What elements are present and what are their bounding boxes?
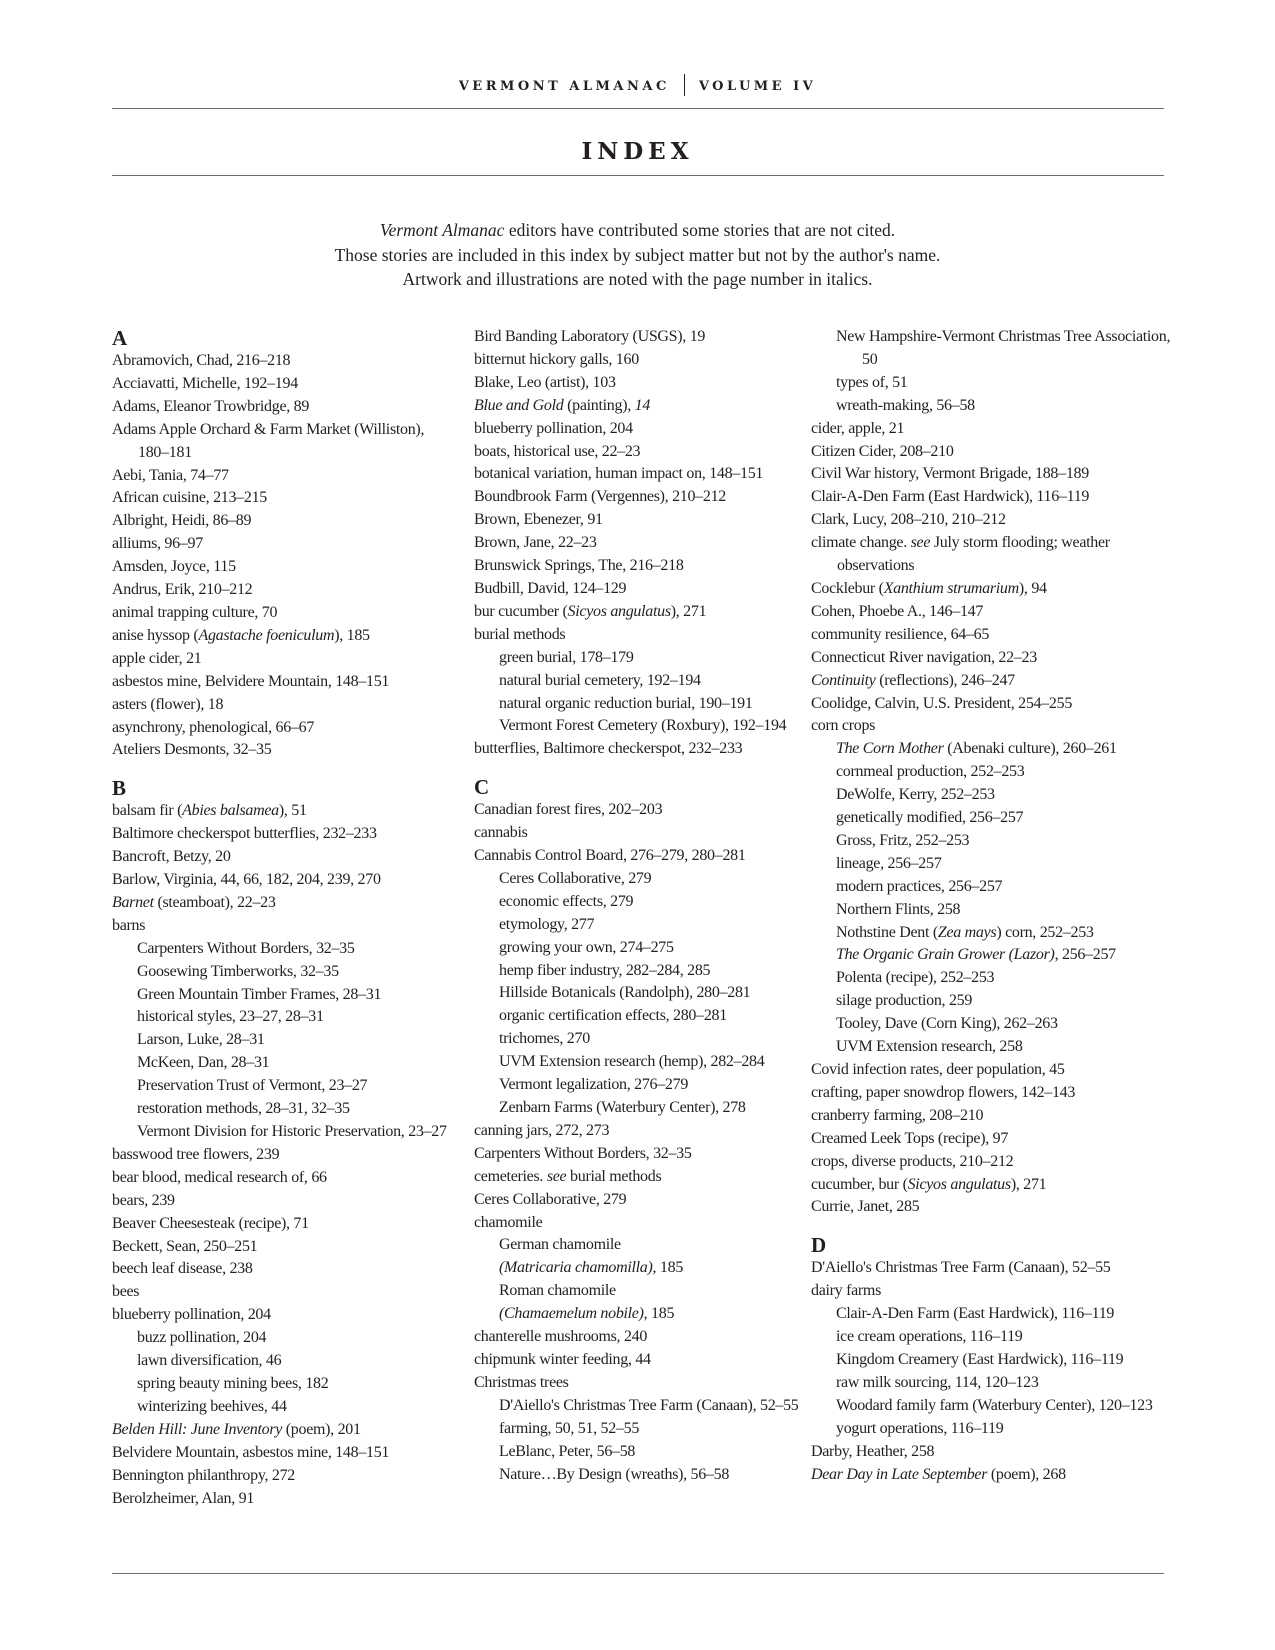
index-entry: Brown, Ebenezer, 91 xyxy=(474,511,603,529)
index-entry: Adams Apple Orchard & Farm Market (Williston), 180–181 xyxy=(112,420,425,461)
index-subentry: DeWolfe, Kerry, 252–253 xyxy=(836,786,995,804)
entry-italic: The Organic Grain Grower (Lazor) xyxy=(836,946,1055,964)
entry-text: , 256–257 xyxy=(1054,946,1116,964)
index-entry: Citizen Cider, 208–210 xyxy=(811,442,954,460)
entry-text: ), 51 xyxy=(278,802,307,820)
index-subentry: Northern Flints, 258 xyxy=(836,900,961,918)
index-subentry: yogurt operations, 116–119 xyxy=(836,1419,1004,1437)
index-subentry: Vermont Forest Cemetery (Roxbury), 192–194 xyxy=(499,717,787,735)
index-subentry: Green Mountain Timber Frames, 28–31 xyxy=(137,985,382,1003)
see-reference: see xyxy=(546,1167,567,1185)
index-entry: Boundbrook Farm (Vergennes), 210–212 xyxy=(474,488,726,506)
index-entry: Creamed Leek Tops (recipe), 97 xyxy=(811,1129,1009,1147)
index-entry: crops, diverse products, 210–212 xyxy=(811,1152,1014,1170)
index-subentry: organic certification effects, 280–281 xyxy=(499,1007,727,1025)
index-subentry: D'Aiello's Christmas Tree Farm (Canaan), 52–55 xyxy=(499,1396,799,1414)
entry-italic: (Chamaemelum nobile) xyxy=(499,1305,644,1323)
entry-text: (steamboat), 22–23 xyxy=(153,893,276,911)
index-entry: Ceres Collaborative, 279 xyxy=(474,1190,627,1208)
entry-italic: Zea mays xyxy=(937,923,997,941)
index-entry: canning jars, 272, 273 xyxy=(474,1121,610,1139)
entry-italic: (Matricaria chamomilla) xyxy=(499,1259,653,1277)
entry-text: burial methods xyxy=(566,1167,662,1185)
publication-name: VERMONT ALMANAC xyxy=(458,79,670,94)
index-subentry xyxy=(811,922,1176,945)
entry-text: , 185 xyxy=(643,1305,675,1323)
index-subentry xyxy=(474,1303,814,1326)
index-entry: Barlow, Virginia, 44, 66, 182, 204, 239, 270 xyxy=(112,871,381,889)
artwork-page-italic: 14 xyxy=(634,396,651,414)
index-entry: chipmunk winter feeding, 44 xyxy=(474,1350,651,1368)
index-column-3 xyxy=(811,326,1176,1486)
entry-text: ) corn, 252–253 xyxy=(996,923,1094,941)
index-subentry: trichomes, 270 xyxy=(499,1030,590,1048)
index-entry: Albright, Heidi, 86–89 xyxy=(112,512,252,530)
index-entry: apple cider, 21 xyxy=(112,649,202,667)
entry-italic: Sicyos angulatus xyxy=(567,602,671,620)
index-subentry: wreath-making, 56–58 xyxy=(836,396,975,414)
entry-text: ), 271 xyxy=(1010,1175,1047,1193)
index-subentry xyxy=(811,944,1176,967)
index-entry: Adams, Eleanor Trowbridge, 89 xyxy=(112,397,310,415)
index-entry: Covid infection rates, deer population, 45 xyxy=(811,1061,1065,1078)
index-subentry: modern practices, 256–257 xyxy=(836,877,1003,895)
index-subentry: Tooley, Dave (Corn King), 262–263 xyxy=(836,1015,1058,1033)
index-entry: boats, historical use, 22–23 xyxy=(474,442,641,460)
index-entry: Brunswick Springs, The, 216–218 xyxy=(474,557,684,575)
index-entry: Ateliers Desmonts, 32–35 xyxy=(112,741,272,759)
index-entry: Baltimore checkerspot butterflies, 232–233 xyxy=(112,825,377,843)
index-subentry: Larson, Luke, 28–31 xyxy=(137,1031,265,1049)
index-subentry: restoration methods, 28–31, 32–35 xyxy=(137,1100,350,1118)
index-entry: Andrus, Erik, 210–212 xyxy=(112,581,253,599)
entry-italic: Continuity xyxy=(811,671,876,689)
entry-text: (poem), 201 xyxy=(282,1420,361,1438)
index-entry: Cannabis Control Board, 276–279, 280–281 xyxy=(474,847,746,865)
entry-text: cemeteries. xyxy=(474,1167,547,1185)
index-subentry: lawn diversification, 46 xyxy=(137,1352,282,1370)
index-entry: Coolidge, Calvin, U.S. President, 254–255 xyxy=(811,694,1073,712)
volume-label: VOLUME IV xyxy=(698,79,817,94)
index-entry: bitternut hickory galls, 160 xyxy=(474,350,639,368)
index-entry: alliums, 96–97 xyxy=(112,535,203,553)
index-entry: bees xyxy=(112,1283,140,1301)
intro-line-2: Those stories are included in this index by subject matter but not by the author's name. xyxy=(334,244,941,265)
index-subentry: Polenta (recipe), 252–253 xyxy=(836,969,995,987)
index-subentry: McKeen, Dan, 28–31 xyxy=(137,1054,270,1072)
index-subentry xyxy=(474,1257,814,1280)
index-entry: Connecticut River navigation, 22–23 xyxy=(811,648,1037,666)
entry-italic: Barnet xyxy=(112,893,154,911)
index-entry: chanterelle mushrooms, 240 xyxy=(474,1328,648,1346)
index-entry: Christmas trees xyxy=(474,1373,569,1391)
index-entry: Budbill, David, 124–129 xyxy=(474,579,627,597)
bottom-rule xyxy=(112,1573,1164,1574)
entry-text: ), 185 xyxy=(334,626,370,644)
index-entry: Canadian forest fires, 202–203 xyxy=(474,801,663,819)
index-entry xyxy=(474,1166,814,1189)
index-subentry: UVM Extension research, 258 xyxy=(836,1038,1023,1056)
index-entry: crafting, paper snowdrop flowers, 142–143 xyxy=(811,1083,1076,1101)
index-entry: cannabis xyxy=(474,824,528,842)
index-entry: asters (flower), 18 xyxy=(112,695,224,713)
index-entry: botanical variation, human impact on, 148–151 xyxy=(474,465,764,483)
index-entry: Blake, Leo (artist), 103 xyxy=(474,373,616,391)
index-entry: Currie, Janet, 285 xyxy=(811,1198,920,1216)
index-subentry: Goosewing Timberworks, 32–35 xyxy=(137,962,339,980)
entry-italic: Blue and Gold xyxy=(474,396,564,414)
index-entry: Abramovich, Chad, 216–218 xyxy=(112,352,291,369)
index-subentry: raw milk sourcing, 114, 120–123 xyxy=(836,1373,1039,1391)
running-head xyxy=(0,74,1275,96)
index-entry: community resilience, 64–65 xyxy=(811,625,990,643)
index-entry: Belvidere Mountain, asbestos mine, 148–151 xyxy=(112,1443,390,1461)
index-subentry: lineage, 256–257 xyxy=(836,854,942,872)
index-subentry: Clair-A-Den Farm (East Hardwick), 116–119 xyxy=(836,1305,1115,1323)
index-entry xyxy=(474,395,814,418)
index-subentry: historical styles, 23–27, 28–31 xyxy=(137,1008,324,1026)
index-subentry: spring beauty mining bees, 182 xyxy=(137,1374,329,1392)
section-letter-b: B xyxy=(112,776,126,801)
index-entry: Clark, Lucy, 208–210, 210–212 xyxy=(811,511,1006,529)
index-entry: Amsden, Joyce, 115 xyxy=(112,558,236,576)
index-entry: Berolzheimer, Alan, 91 xyxy=(112,1489,255,1507)
index-entry: Bancroft, Betzy, 20 xyxy=(112,848,231,866)
index-entry: chamomile xyxy=(474,1213,543,1231)
index-column-1 xyxy=(112,326,452,1510)
index-subentry: Vermont legalization, 276–279 xyxy=(499,1076,689,1094)
index-entry: bears, 239 xyxy=(112,1191,175,1209)
entry-italic: Sicyos angulatus xyxy=(907,1175,1011,1193)
index-entry xyxy=(112,625,452,648)
index-subentry: growing your own, 274–275 xyxy=(499,938,674,956)
top-rule xyxy=(112,108,1164,109)
entry-text: bur cucumber ( xyxy=(474,602,568,620)
index-entry: basswood tree flowers, 239 xyxy=(112,1145,280,1163)
index-entry: Acciavatti, Michelle, 192–194 xyxy=(112,374,298,392)
index-subentry: UVM Extension research (hemp), 282–284 xyxy=(499,1053,765,1071)
entry-text: ), 94 xyxy=(1018,579,1047,597)
index-subentry: Gross, Fritz, 252–253 xyxy=(836,831,970,849)
index-entry: corn crops xyxy=(811,717,876,735)
index-entry: burial methods xyxy=(474,625,566,643)
index-subentry: green burial, 178–179 xyxy=(499,648,634,666)
index-entry: butterflies, Baltimore checkerspot, 232–233 xyxy=(474,740,743,758)
index-entry: asbestos mine, Belvidere Mountain, 148–151 xyxy=(112,672,390,690)
entry-text: Cocklebur ( xyxy=(811,579,884,597)
index-column-2 xyxy=(474,326,814,1486)
see-reference: see xyxy=(910,534,931,552)
section-letter-a: A xyxy=(112,326,127,350)
index-subentry: economic effects, 279 xyxy=(499,892,634,910)
index-entry: blueberry pollination, 204 xyxy=(474,419,633,437)
index-subentry: German chamomile xyxy=(499,1236,621,1254)
index-entry: D'Aiello's Christmas Tree Farm (Canaan), 52–55 xyxy=(811,1259,1111,1277)
entry-text: (painting), xyxy=(563,396,635,414)
index-entry xyxy=(811,1174,1176,1197)
index-entry: blueberry pollination, 204 xyxy=(112,1306,271,1324)
page-title: INDEX xyxy=(581,138,694,165)
index-entry: cranberry farming, 208–210 xyxy=(811,1106,984,1124)
index-entry xyxy=(112,892,452,915)
index-subentry: Woodard family farm (Waterbury Center), 120–123 xyxy=(836,1396,1153,1414)
index-entry: barns xyxy=(112,916,146,934)
section-letter-d: D xyxy=(811,1233,826,1258)
index-subentry: natural organic reduction burial, 190–191 xyxy=(499,694,753,712)
index-subentry: LeBlanc, Peter, 56–58 xyxy=(499,1442,636,1460)
index-subentry: Zenbarn Farms (Waterbury Center), 278 xyxy=(499,1099,746,1116)
entry-text: balsam fir ( xyxy=(112,802,183,820)
title-rule xyxy=(112,175,1164,176)
index-subentry: silage production, 259 xyxy=(836,992,973,1010)
header-separator xyxy=(684,74,685,96)
entry-text: climate change. xyxy=(811,534,911,552)
index-subentry: buzz pollination, 204 xyxy=(137,1329,267,1347)
index-subentry: natural burial cemetery, 192–194 xyxy=(499,671,701,689)
index-entry: Bird Banding Laboratory (USGS), 19 xyxy=(474,328,706,345)
entry-italic: Xanthium strumarium xyxy=(883,579,1019,597)
entry-italic: Belden Hill: June Inventory xyxy=(112,1420,283,1438)
index-subentry: farming, 50, 51, 52–55 xyxy=(499,1419,640,1437)
index-entry xyxy=(112,1419,452,1442)
index-entry xyxy=(474,601,814,624)
index-subentry: hemp fiber industry, 282–284, 285 xyxy=(499,961,711,979)
intro-title-italic: Vermont Almanac xyxy=(379,220,505,240)
index-subentry: New Hampshire-Vermont Christmas Tree Association, 50 xyxy=(836,328,1171,368)
index-subentry: Preservation Trust of Vermont, 23–27 xyxy=(137,1077,368,1095)
index-entry: Bennington philanthropy, 272 xyxy=(112,1466,295,1484)
index-entry: Beaver Cheesesteak (recipe), 71 xyxy=(112,1214,309,1232)
index-entry xyxy=(811,532,1176,578)
intro-line-3: Artwork and illustrations are noted with the page number in italics. xyxy=(402,269,873,289)
index-entry: dairy farms xyxy=(811,1282,882,1300)
index-entry: Clair-A-Den Farm (East Hardwick), 116–119 xyxy=(811,488,1090,506)
index-subentry: Roman chamomile xyxy=(499,1282,616,1300)
index-entry: bear blood, medical research of, 66 xyxy=(112,1168,327,1186)
index-entry xyxy=(811,1464,1176,1487)
index-subentry: genetically modified, 256–257 xyxy=(836,809,1024,827)
index-subentry: ice cream operations, 116–119 xyxy=(836,1328,1023,1346)
entry-italic: The Corn Mother xyxy=(836,740,944,758)
index-entry: African cuisine, 213–215 xyxy=(112,489,267,507)
index-subentry: Nature…By Design (wreaths), 56–58 xyxy=(499,1465,730,1483)
entry-text: ), 271 xyxy=(670,602,707,620)
index-entry: cider, apple, 21 xyxy=(811,419,905,437)
index-subentry: Carpenters Without Borders, 32–35 xyxy=(137,939,355,957)
index-entry: Cohen, Phoebe A., 146–147 xyxy=(811,602,984,620)
intro-line-1 xyxy=(0,218,1275,243)
index-entry: animal trapping culture, 70 xyxy=(112,603,278,621)
entry-text: , 185 xyxy=(652,1259,684,1277)
index-subentry: Kingdom Creamery (East Hardwick), 116–119 xyxy=(836,1350,1124,1368)
entry-text: cucumber, bur ( xyxy=(811,1175,908,1193)
entry-italic: Abies balsamea xyxy=(182,802,279,820)
index-entry: Beckett, Sean, 250–251 xyxy=(112,1237,258,1255)
index-subentry: Hillside Botanicals (Randolph), 280–281 xyxy=(499,984,751,1002)
entry-italic: Agastache foeniculum xyxy=(198,626,335,644)
index-subentry xyxy=(811,738,1176,761)
entry-text: July storm flooding; weather observations xyxy=(837,534,1110,575)
index-entry: Brown, Jane, 22–23 xyxy=(474,534,597,552)
intro-note xyxy=(0,218,1275,292)
index-entry: asynchrony, phenological, 66–67 xyxy=(112,718,315,736)
entry-italic: Dear Day in Late September xyxy=(811,1465,988,1483)
section-letter-c: C xyxy=(474,775,489,800)
entry-text: (reflections), 246–247 xyxy=(875,671,1015,689)
entry-text: anise hyssop ( xyxy=(112,626,199,644)
index-subentry: Vermont Division for Historic Preservation, 23–27 xyxy=(137,1123,447,1140)
index-entry xyxy=(811,670,1176,693)
index-entry: Carpenters Without Borders, 32–35 xyxy=(474,1144,692,1162)
index-entry xyxy=(112,800,452,823)
index-entry: Civil War history, Vermont Brigade, 188–189 xyxy=(811,465,1089,483)
entry-text: (Abenaki culture), 260–261 xyxy=(943,740,1117,758)
intro-line-1-text: editors have contributed some stories that are not cited. xyxy=(504,220,896,240)
index-subentry: winterizing beehives, 44 xyxy=(137,1397,287,1415)
index-subentry: Ceres Collaborative, 279 xyxy=(499,869,652,887)
index-subentry: etymology, 277 xyxy=(499,915,595,933)
index-entry xyxy=(811,578,1176,601)
entry-text: Nothstine Dent ( xyxy=(836,923,938,941)
index-entry: Darby, Heather, 258 xyxy=(811,1442,935,1460)
entry-text: (poem), 268 xyxy=(987,1465,1066,1483)
index-subentry: types of, 51 xyxy=(836,373,908,391)
index-entry: beech leaf disease, 238 xyxy=(112,1260,253,1278)
index-entry: Aebi, Tania, 74–77 xyxy=(112,466,229,484)
index-subentry: cornmeal production, 252–253 xyxy=(836,763,1025,781)
